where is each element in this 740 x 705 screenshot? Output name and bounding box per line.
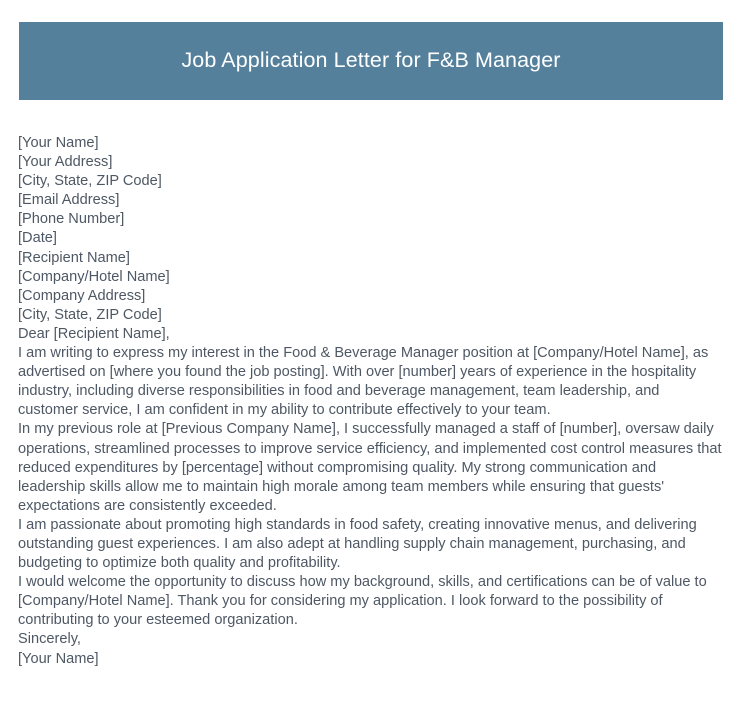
recipient-city-state-zip: [City, State, ZIP Code] (18, 306, 162, 323)
sender-address: [Your Address] (18, 154, 113, 171)
letter-header-banner (19, 22, 723, 100)
recipient-address: [Company Address] (18, 287, 146, 304)
paragraph-closing: I would welcome the opportunity to discuss how my background, skills, and certifications can be of value to [Company/Hotel Name]. Thank you for considering my application. I look forward to the possibility of contributing to your esteemed organization. (18, 574, 707, 629)
paragraph-passion: I am passionate about promoting high standards in food safety, creating innovative menus, and delivering outstanding guest experiences. I am also adept at handling supply chain management, purchasing, and budgeting to optimize both quality and profitability. (18, 516, 697, 572)
letter-date: [Date] (18, 230, 57, 247)
letter-body (18, 134, 722, 669)
sender-city-state-zip: [City, State, ZIP Code] (18, 173, 162, 190)
paragraph-intro: I am writing to express my interest in the Food & Beverage Manager position at [Company/Hotel Name], as advertised on [where you found the job posting]. With over [number] years of experience in the hospitality industry, including diverse responsibilities in food and beverage management, team leadership, and customer service, I am confident in my ability to contribute effectively to your team. (18, 345, 709, 419)
sender-phone: [Phone Number] (18, 211, 125, 228)
sender-address-block (18, 134, 722, 249)
sender-email: [Email Address] (18, 192, 120, 209)
sender-name: [Your Name] (18, 135, 99, 151)
recipient-company: [Company/Hotel Name] (18, 268, 170, 285)
recipient-name: [Recipient Name] (18, 249, 130, 266)
paragraph-experience: In my previous role at [Previous Company Name], I successfully managed a staff of [number], oversaw daily operations, streamlined processes to improve service efficiency, and implemented cost control measures that reduced expenditures by [percentage] without compromising quality. My strong communication and leadership skills allow me to maintain high morale among team members while ensuring that guests' expectations are consistently exceeded. (18, 421, 722, 514)
closing-salutation: Sincerely, (18, 631, 81, 648)
salutation: Dear [Recipient Name], (18, 325, 170, 342)
recipient-address-block (18, 249, 722, 325)
page-title: Job Application Letter for F&B Manager (181, 48, 561, 73)
signature-name: [Your Name] (18, 650, 99, 667)
